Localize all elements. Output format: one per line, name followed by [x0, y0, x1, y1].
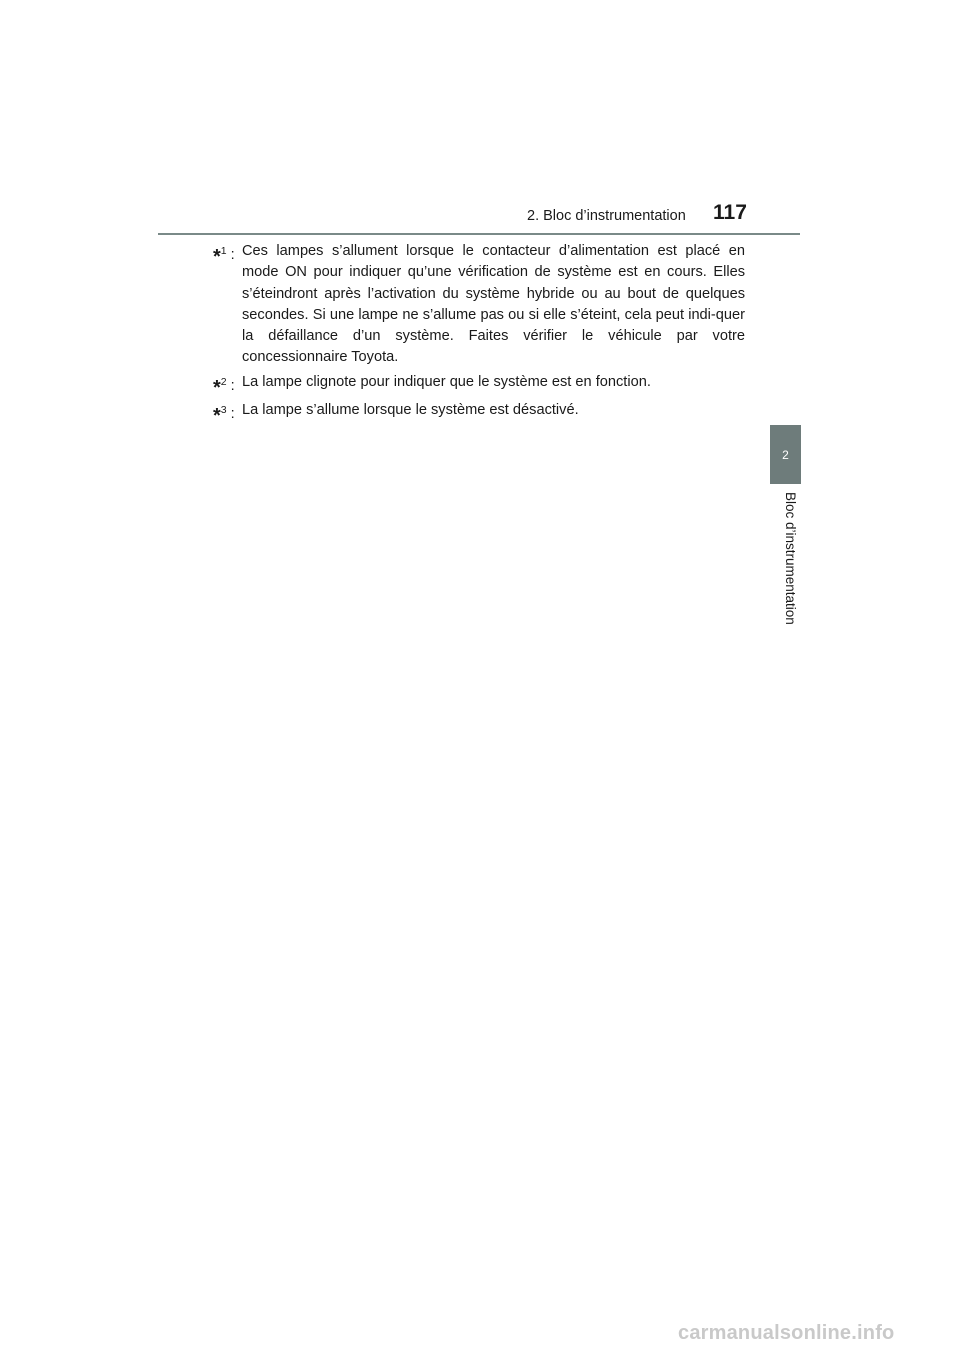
- asterisk-icon: *: [213, 405, 221, 428]
- footnote-item: [213, 372, 745, 397]
- footnote-separator: :: [230, 377, 235, 394]
- footnote-text: La lampe s’allume lorsque le système est désactivé.: [242, 402, 579, 419]
- footnote-separator: :: [230, 406, 235, 423]
- header-divider: [158, 233, 800, 235]
- footnote-item: [213, 241, 745, 369]
- footnote-number: 1: [220, 245, 227, 257]
- watermark: carmanualsonline.info: [678, 1322, 895, 1344]
- footnote-item: [213, 400, 745, 428]
- footnote-list: [213, 241, 745, 428]
- chapter-number: 2: [782, 447, 789, 462]
- footnote-separator: :: [230, 247, 235, 263]
- chapter-tab: [770, 425, 801, 484]
- section-title: 2. Bloc d’instrumentation: [527, 208, 686, 224]
- footnote-number: 2: [220, 375, 227, 388]
- footnote-text: La lampe clignote pour indiquer que le système est en fonction.: [242, 373, 651, 390]
- footnote-marker: [213, 372, 242, 397]
- footnote-marker: [213, 241, 242, 369]
- footnote-number: 3: [220, 404, 227, 417]
- page-number: 117: [713, 201, 747, 224]
- asterisk-icon: *: [213, 376, 221, 399]
- chapter-side-title: Bloc d’instrumentation: [783, 492, 798, 625]
- footnote-marker: [213, 400, 242, 428]
- asterisk-icon: *: [213, 246, 221, 268]
- footnote-text: Ces lampes s’allument lorsque le contacteur d’alimentation est placé en mode ON pour indiquer qu’une vérification de système est en cours. Elles s’éteindront après l’activation du système hybride ou au bout de quelques secondes. Si une lampe ne s’allume pas ou si elle s’éteint, cela peut indi-quer la défaillance d’un système. Faites vérifier le véhicule par votre concessionnaire Toyota.: [242, 243, 745, 366]
